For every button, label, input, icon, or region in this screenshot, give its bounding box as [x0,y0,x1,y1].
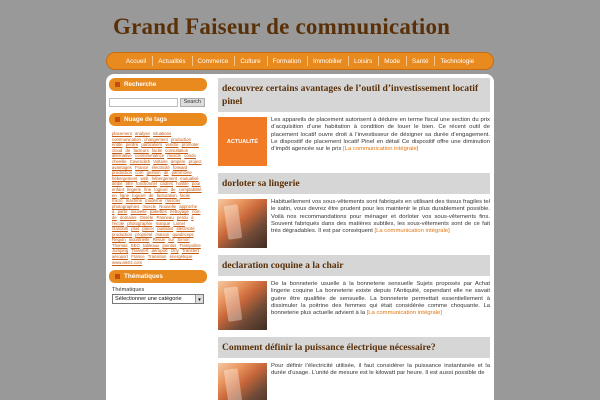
nav-item-mode[interactable]: Mode [378,58,406,65]
tag-link[interactable]: production [170,136,192,142]
article-excerpt-text: Habituellement vos sous-vêtements sont fabriqués en utilisant des tissus fragiles tel le satin, vous devrez être prudent pour les maintenir le plus durablement possible. Voilà nos recommandations pour ménager et dorloter vos sous-vêtements fins. Souvent fabriqués dans des matières subtiles, les sous-vêtements sont de ce fait très dégradables. Il est par conséquent [271,199,490,235]
themes-heading [109,270,207,283]
tag-link[interactable]: énergétique [169,254,193,260]
tag-link[interactable]: puissant [157,226,174,232]
tag-cloud-box [109,113,207,265]
bullet-icon [115,117,120,122]
tag-link[interactable]: logiciel [154,186,168,192]
article-excerpt [271,117,490,166]
tag-link[interactable]: Nouvelle [159,203,177,209]
tag-link[interactable]: com [135,170,144,176]
tag-link[interactable]: quadriceps [172,231,194,237]
read-more-link[interactable]: [La communication intégrale] [366,310,442,317]
tag-link[interactable]: Trampoline [179,242,201,248]
tag-link[interactable]: Orly [170,248,179,254]
tag-link[interactable]: de [112,214,117,220]
tag-link[interactable]: fonctionnel [136,181,157,187]
article-body [218,281,490,330]
tags-heading-label: Nuage de tags [124,116,168,123]
article-thumbnail[interactable] [218,281,267,330]
tag-link[interactable]: lingerie [127,186,142,192]
tag-link[interactable]: alternative [112,153,132,159]
tag-link[interactable]: ampère [170,158,186,164]
tag-link[interactable]: Transfert [181,248,199,254]
tag-link[interactable]: communication [112,136,141,142]
tag-link[interactable]: patrimoine [171,170,192,176]
tag-link[interactable]: analyse [135,131,150,136]
tag-link[interactable]: Lionel [173,220,185,226]
tag-link[interactable]: nouvelle [130,209,147,215]
tag-link[interactable]: changement [144,136,168,142]
article-thumbnail[interactable] [218,363,267,400]
tag-link[interactable]: avantages [112,164,132,170]
tag-link[interactable]: Thomas [112,242,128,248]
tag-link[interactable]: Revue [152,237,165,243]
tag-link[interactable]: de [163,170,169,176]
tag-link[interactable]: aéroport [112,254,129,260]
article-thumbnail[interactable] [218,117,267,166]
tag-link[interactable]: de [148,192,154,198]
tag-link[interactable]: Gandolfi [112,226,129,232]
tag-link[interactable]: www.alertz.com [112,259,143,265]
tag-link[interactable]: tableaux [143,242,160,248]
tag-link[interactable]: de [170,186,176,192]
tag-link[interactable]: production [112,170,133,176]
tag-link[interactable]: Simon [177,237,190,243]
tag-link[interactable]: Voltaire [153,158,168,164]
tag-link[interactable]: électricité [151,164,170,170]
read-more-link[interactable]: [La communication intégrale] [343,146,419,153]
tag-link[interactable]: sur [168,237,175,243]
tag-link[interactable]: facile [179,192,190,198]
tag-link[interactable]: perdu [176,214,188,220]
article-body [218,199,490,248]
article-excerpt [271,199,490,248]
tag-link[interactable]: placer [142,226,155,232]
tag-link[interactable]: photographies [112,203,140,209]
tag-link[interactable]: industrielle [128,237,150,243]
tag-link[interactable]: muscle [142,203,157,209]
article-title[interactable]: Comment définir la puissance électrique nécessaire? [218,337,490,358]
tag-link[interactable]: domaine [119,214,137,220]
tag-cloud [109,131,207,265]
tag-link[interactable]: perdre [125,142,139,148]
tag-link[interactable]: à [112,209,115,215]
tag-link[interactable]: facturation [156,192,177,198]
themes-heading-label: Thématiques [124,273,163,281]
article-excerpt [271,363,490,400]
site-title[interactable]: Grand Faiseur de communication [113,14,451,39]
nav-item-loisirs[interactable]: Loisirs [348,58,378,65]
search-form [109,98,207,107]
tag-link[interactable]: logiciel [132,192,146,198]
chevron-down-icon[interactable]: ▼ [195,295,203,303]
article [218,173,490,248]
tag-link[interactable]: placement [112,131,132,136]
bullet-icon [115,274,120,279]
tag-link[interactable]: l'école [112,220,125,226]
tag-link[interactable]: Cavendish [129,158,151,164]
tag-link[interactable]: particuliers [141,142,163,148]
tag-link[interactable]: aéroport [151,248,168,254]
search-heading-label: Recherche [124,81,157,88]
tag-link[interactable]: production [112,231,133,237]
tag-link[interactable]: project [188,158,202,164]
tag-link[interactable]: promoter [181,142,199,148]
tag-link[interactable]: marque [155,220,171,226]
bullet-icon [115,82,120,87]
tags-heading [109,113,207,126]
nav-list [107,53,493,69]
sidebar [109,78,207,304]
tag-link[interactable]: moderne [145,198,163,204]
tag-link[interactable]: maison [155,231,170,237]
tag-link[interactable]: pointus [162,242,177,248]
article-body [218,363,490,400]
tag-link[interactable]: pour [191,181,201,187]
tag-link[interactable]: dédié [112,181,123,187]
tag-link[interactable]: Transition [147,254,167,260]
search-input[interactable] [109,98,178,107]
tag-link[interactable]: hébergement [112,175,138,181]
search-heading [109,78,207,91]
tag-link[interactable]: Panneau [156,214,174,220]
article-thumbnail[interactable] [218,199,267,248]
tag-link[interactable]: France [135,164,149,170]
tag-link[interactable]: photographie [127,220,153,226]
tag-link[interactable]: condo [184,153,196,159]
article-title[interactable]: declaration coquine a la chair [218,255,490,276]
article [218,337,490,400]
thumbnail-label: ACTUALITÉ [226,138,259,145]
tag-link[interactable]: entité [112,142,123,148]
tag-link[interactable]: en [112,192,117,198]
tag-link[interactable]: Région [112,237,126,243]
tag-link[interactable]: paillettes [149,209,167,215]
nav-item-commerce[interactable]: Commerce [192,58,235,65]
tag-link[interactable]: France [131,254,145,260]
nav-item-technologie[interactable]: Technologie [434,58,480,65]
tag-link[interactable]: vendre [165,142,179,148]
tag-link[interactable]: plus [131,226,140,232]
themes-box [109,270,207,304]
tag-link[interactable]: électricité [176,226,195,232]
main-navigation [106,52,494,70]
tag-link[interactable]: web [140,175,149,181]
nav-item-accueil[interactable]: Accueil [125,57,147,65]
article-excerpt-text: Les appareils de placement autorisent à déduire en terme fiscal une section du prix d’acquisition d’une habitation à condition de louer le bien. Ce récent outil de placement locatif ouvre droit à l’investisseur de désigner sa durée d’engagement. Le dispositif de placement locatif Pinel en détail Ce dispositif offre une diminution d’impôt agencée sur le prix [271,117,490,153]
tag-link[interactable]: facile [151,147,162,153]
tag-link[interactable]: muscle [167,153,181,159]
tag-link[interactable]: micro [112,198,123,204]
nav-item-actualites[interactable]: Actualités [152,58,191,65]
tag-link[interactable]: hostile [176,181,189,187]
nav-item-sante[interactable]: Santé [406,58,434,65]
search-button[interactable]: Search [180,98,205,107]
article-list [218,78,490,400]
tag-link[interactable]: propriété [135,231,153,237]
article-excerpt-text: De la bonneterie usuelle à la bonneterie sensuelle Sujets proposés par Achat lingerie coquine La bonneterie existe depuis l’Antiquité, cependant elle ne savait guère être qualifiée de sensuelle. La bonneterie permettait essentiellement à dissimuler la poitrine des femmes qui était considérée comme choquante. La bonneterie plus actuelle advient à la [271,281,490,317]
tag-link[interactable]: chenille [112,158,127,164]
tag-link[interactable]: facteurs [133,147,149,153]
article [218,255,490,330]
tag-link[interactable]: partir [117,209,128,215]
tag-link[interactable]: gestion [146,170,161,176]
article-body [218,117,490,166]
tag-link[interactable]: machine [125,198,142,204]
article-excerpt [271,281,490,330]
tag-link[interactable]: ligne [119,192,130,198]
tag-link[interactable]: enfant [112,186,124,192]
tag-link[interactable]: mutualisé [180,175,199,181]
themes-label: Thématiques [112,287,145,294]
tag-link[interactable]: à [191,214,194,220]
article-title[interactable]: dorloter sa lingerie [218,173,490,194]
tag-link[interactable]: consultation [165,147,189,153]
tag-link[interactable]: Ossète [139,214,154,220]
tag-link[interactable]: hébergement [151,175,177,181]
nav-item-formation[interactable]: Formation [267,58,307,65]
nav-item-immobilier[interactable]: Immobilier [307,58,348,65]
category-select[interactable] [112,294,204,304]
category-select-value: Sélectionner une catégorie [115,296,182,303]
tag-link[interactable]: consommatrice [135,153,165,159]
nav-item-culture[interactable]: Culture [234,58,266,65]
tag-link[interactable]: muscler [165,198,181,204]
tag-link[interactable]: situations [153,131,172,136]
tag-link[interactable]: SEO [130,242,140,248]
article-title[interactable]: decouvrez certains avantages de l’outil d’investissement locatif pinel [218,78,490,112]
article [218,78,490,166]
tag-link[interactable]: Jumping [112,248,129,254]
tag-link[interactable]: nettoyage [169,209,189,215]
tag-link[interactable]: titre [125,181,133,187]
article-excerpt-text: Pour définir l’électricité utilisée, il faut considérer la puissance instantanée et la durée d’usage. L’unité de mesure est le kilowatt par heure. Il est aussi possible de [271,363,490,377]
tag-link[interactable]: comptabilité [178,186,202,192]
tag-link[interactable]: Transfert [131,248,149,254]
tag-link[interactable]: fine [144,186,152,192]
tag-link[interactable]: approche [179,203,198,209]
read-more-link[interactable]: [La communication intégrale] [374,228,450,235]
tag-link[interactable]: cadres [160,181,173,187]
tag-link[interactable]: nom [192,209,201,215]
tag-link[interactable]: cloud [112,147,123,153]
tag-link[interactable]: de [125,147,131,153]
tag-link[interactable]: forward [172,164,188,170]
